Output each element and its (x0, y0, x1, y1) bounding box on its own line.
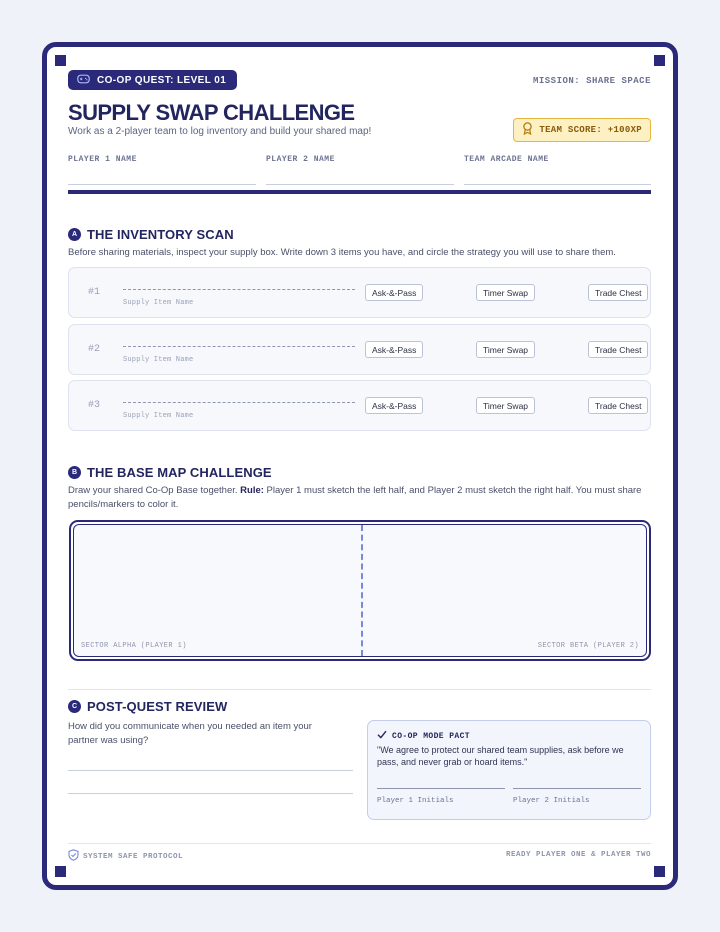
section-b-title: THE BASE MAP CHALLENGE (87, 465, 272, 480)
player1-initials-label: Player 1 Initials (377, 797, 454, 805)
mission-label: MISSION: SHARE SPACE (532, 76, 651, 86)
level-badge-label: CO-OP QUEST: LEVEL 01 (97, 74, 227, 86)
item-write-line[interactable] (123, 346, 355, 347)
section-a-description: Before sharing materials, inspect your supply box. Write down 3 items you have, and circle the strategy you will use to share them. (68, 247, 616, 258)
team-score-badge (513, 118, 651, 142)
inventory-row-3 (68, 380, 651, 431)
review-question: How did you communicate when you needed an item your partner was using? (68, 721, 312, 746)
header-divider (68, 190, 651, 194)
page-subtitle: Work as a 2-player team to log inventory and build your shared map! (68, 126, 372, 137)
corner-marker (55, 866, 66, 877)
map-center-divider (361, 525, 363, 656)
sector-alpha-label: SECTOR ALPHA (PLAYER 1) (81, 642, 187, 650)
section-a-heading (68, 227, 234, 242)
map-inner-border (73, 524, 647, 657)
option-trade-chest[interactable]: Trade Chest (588, 397, 648, 414)
option-trade-chest[interactable]: Trade Chest (588, 284, 648, 301)
option-ask-and-pass[interactable]: Ask-&-Pass (365, 284, 423, 301)
answer-line[interactable] (68, 793, 353, 794)
co-op-pact-card (367, 720, 651, 820)
pact-text: "We agree to protect our shared team supplies, ask before we pass, and never grab or hoard items." (377, 745, 624, 767)
corner-marker (654, 866, 665, 877)
pact-title: CO-OP MODE PACT (392, 731, 471, 741)
item-caption: Supply Item Name (123, 356, 194, 364)
page-title: SUPPLY SWAP CHALLENGE (68, 100, 355, 125)
footer-left (68, 849, 183, 864)
worksheet-frame (42, 42, 678, 890)
answer-line[interactable] (68, 770, 353, 771)
item-caption: Supply Item Name (123, 299, 194, 307)
option-timer-swap[interactable]: Timer Swap (476, 397, 535, 414)
pact-heading (377, 730, 470, 742)
player1-name-label: PLAYER 1 NAME (68, 155, 137, 164)
player1-initials-line[interactable] (377, 788, 505, 789)
section-b-heading (68, 465, 272, 480)
inventory-row-1 (68, 267, 651, 318)
section-a-title: THE INVENTORY SCAN (87, 227, 234, 242)
sector-beta-label: SECTOR BETA (PLAYER 2) (537, 642, 639, 650)
section-divider (68, 689, 651, 690)
footer-divider (68, 843, 651, 844)
option-timer-swap[interactable]: Timer Swap (476, 284, 535, 301)
footer-right: READY PLAYER ONE & PLAYER TWO (505, 851, 651, 859)
item-number: #3 (88, 400, 101, 411)
gamepad-icon (77, 74, 90, 87)
player1-name-field[interactable] (68, 155, 256, 185)
section-b-description (68, 484, 646, 512)
description-lead: Draw your shared Co-Op Base together. (68, 485, 238, 496)
item-write-line[interactable] (123, 402, 355, 403)
item-write-line[interactable] (123, 289, 355, 290)
check-icon (377, 730, 387, 742)
section-c-heading (68, 699, 227, 714)
footer-left-label: SYSTEM SAFE PROTOCOL (83, 852, 184, 861)
option-ask-and-pass[interactable]: Ask-&-Pass (365, 341, 423, 358)
rule-label: Rule: (240, 485, 264, 496)
level-badge (68, 70, 237, 90)
description-rule-text: Player 1 must sketch the left half, and Player 2 must sketch the right half. You must share pencils/markers to color it. (68, 485, 642, 510)
corner-marker (654, 55, 665, 66)
team-score-label: TEAM SCORE: +100XP (539, 125, 642, 135)
inventory-row-2 (68, 324, 651, 375)
item-number: #2 (88, 344, 101, 355)
item-caption: Supply Item Name (123, 412, 194, 420)
section-b-marker: B (68, 466, 81, 479)
option-trade-chest[interactable]: Trade Chest (588, 341, 648, 358)
medal-icon (522, 122, 533, 138)
item-number: #1 (88, 287, 101, 298)
team-arcade-name-label: TEAM ARCADE NAME (464, 155, 549, 164)
player2-initials-line[interactable] (513, 788, 641, 789)
team-arcade-name-field[interactable] (464, 155, 651, 185)
section-c-title: POST-QUEST REVIEW (87, 699, 228, 714)
section-c-marker: C (68, 700, 81, 713)
section-a-marker: A (68, 228, 81, 241)
player2-initials-label: Player 2 Initials (513, 797, 590, 805)
corner-marker (55, 55, 66, 66)
base-map-drawing-area[interactable] (69, 520, 651, 661)
option-timer-swap[interactable]: Timer Swap (476, 341, 535, 358)
player2-name-field[interactable] (266, 155, 454, 185)
shield-icon (68, 849, 79, 864)
option-ask-and-pass[interactable]: Ask-&-Pass (365, 397, 423, 414)
player2-name-label: PLAYER 2 NAME (266, 155, 335, 164)
